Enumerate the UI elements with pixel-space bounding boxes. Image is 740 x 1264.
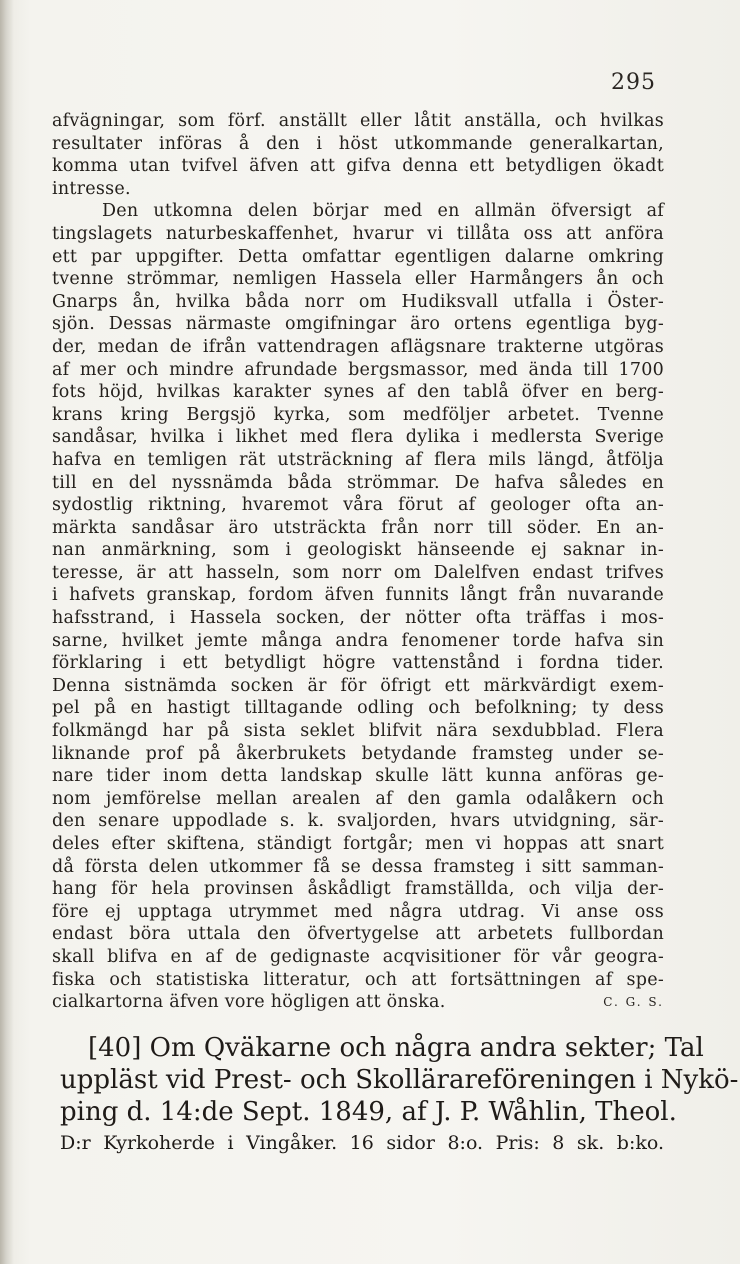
text-line: der, medan de ifrån vattendragen aflägsnare trakterne utgöras <box>52 336 664 357</box>
text-line: sarne, hvilket jemte många andra fenomener torde hafva sin <box>52 630 664 651</box>
entry-title-line: ping d. 14:de Sept. 1849, af J. P. Wåhlin, Theol. <box>60 1097 677 1127</box>
text-line: intresse. <box>52 178 131 199</box>
text-line: endast böra uttala den öfvertygelse att arbetets fullbordan <box>52 924 664 945</box>
text-line: nan anmärkning, som i geologiskt hänseende ej saknar in- <box>52 540 664 561</box>
final-text-line <box>52 991 664 1014</box>
text-line: nom jemförelse mellan arealen af den gamla odalåkern och <box>52 788 664 809</box>
text-line: folkmängd har på sista seklet blifvit nära sexdubblad. Flera <box>52 721 664 742</box>
text-line: krans kring Bergsjö kyrka, som medföljer arbetet. Tvenne <box>52 404 664 425</box>
text-line: förklaring i ett betydligt högre vattenstånd i fordna tider. <box>52 653 664 674</box>
text-line: resultater införas å den i höst utkommande generalkartan, <box>52 133 664 154</box>
text-line: deles efter skiftena, ständigt fortgår; men vi hoppas att snart <box>52 834 664 854</box>
text-line: af mer och mindre afrundade bergsmassor, med ända till 1700 <box>52 359 664 380</box>
text-line: nare tider inom detta landskap skulle lätt kunna anföras ge- <box>52 766 664 787</box>
text-line: då första delen utkommer få se dessa framsteg i sitt samman- <box>52 856 664 877</box>
text-line: tvenne strömmar, nemligen Hassela eller Harmångers ån och <box>52 269 664 290</box>
text-line: fots höjd, hvilkas karakter synes af den tablå öfver en berg- <box>52 382 664 403</box>
body-text <box>52 110 664 1014</box>
text-line: ett par uppgifter. Detta omfattar egentligen dalarne omkring <box>52 246 664 267</box>
binding-shadow <box>0 0 14 1264</box>
text-line: teresse, är att hasseln, som norr om Dalelfven endast trifves <box>52 562 664 583</box>
final-text: cialkartorna äfven vore högligen att önska. <box>52 992 446 1013</box>
text-line: hang för hela provinsen åskådligt framställda, och vilja der- <box>52 879 664 900</box>
text-line: Den utkomna delen börjar med en allmän öfversigt af <box>102 201 664 222</box>
entry-title-line: uppläst vid Prest- och Skollärareföreningen i Nykö- <box>60 1065 739 1095</box>
text-line: i hafvets granskap, fordom äfven funnits långt från nuvarande <box>52 585 664 606</box>
text-line: komma utan tvifvel äfven att gifva denna ett betydligen ökadt <box>52 156 664 177</box>
text-line: till en del nyssnämda båda strömmar. De hafva således en <box>52 472 664 493</box>
text-line: Denna sistnämda socken är för öfrigt ett märkvärdigt exem- <box>52 675 664 696</box>
page-number: 295 <box>611 70 656 95</box>
text-line: före ej upptaga utrymmet med några utdrag. Vi anse oss <box>52 901 664 922</box>
text-line: liknande prof på åkerbrukets betydande framsteg under se- <box>52 743 664 764</box>
text-line: sjön. Dessas närmaste omgifningar äro ortens egentliga byg- <box>52 314 664 335</box>
bibliographic-entry <box>60 1032 739 1158</box>
text-line: Gnarps ån, hvilka båda norr om Hudiksvall utfalla i Öster- <box>52 291 664 312</box>
text-line: hafva en temligen rät utsträckning af flera mils längd, åtfölja <box>52 449 664 470</box>
text-line: fiska och statistiska litteratur, och att fortsättningen af spe- <box>52 969 664 990</box>
text-line: den senare uppodlade s. k. svaljorden, hvars utvidgning, sär- <box>52 811 664 832</box>
text-line: hafsstrand, i Hassela socken, der nötter ofta träffas i mos- <box>52 608 664 629</box>
text-line: tingslagets naturbeskaffenhet, hvarur vi tillåta oss att anföra <box>52 223 664 244</box>
text-line: skall blifva en af de gedignaste acqvisitioner för vår geogra- <box>52 946 664 967</box>
text-line: afvägningar, som förf. anställt eller låtit anställa, och hvilkas <box>52 111 664 131</box>
entry-details-line: D:r Kyrkoherde i Vingåker. 16 sidor 8:o. Pris: 8 sk. b:ko. <box>60 1132 664 1154</box>
entry-title-line: [40] Om Qväkarne och några andra sekter; Tal <box>88 1033 704 1063</box>
text-line: pel på en hastigt tilltagande odling och befolkning; ty dess <box>52 698 664 719</box>
author-signature: C. G. S. <box>603 995 664 1010</box>
text-line: sandåsar, hvilka i likhet med flera dylika i medlersta Sverige <box>52 427 664 448</box>
text-line: sydostlig riktning, hvaremot våra förut af geologer ofta an- <box>52 495 664 516</box>
text-line: märkta sandåsar äro utsträckta från norr till söder. En an- <box>52 517 664 538</box>
